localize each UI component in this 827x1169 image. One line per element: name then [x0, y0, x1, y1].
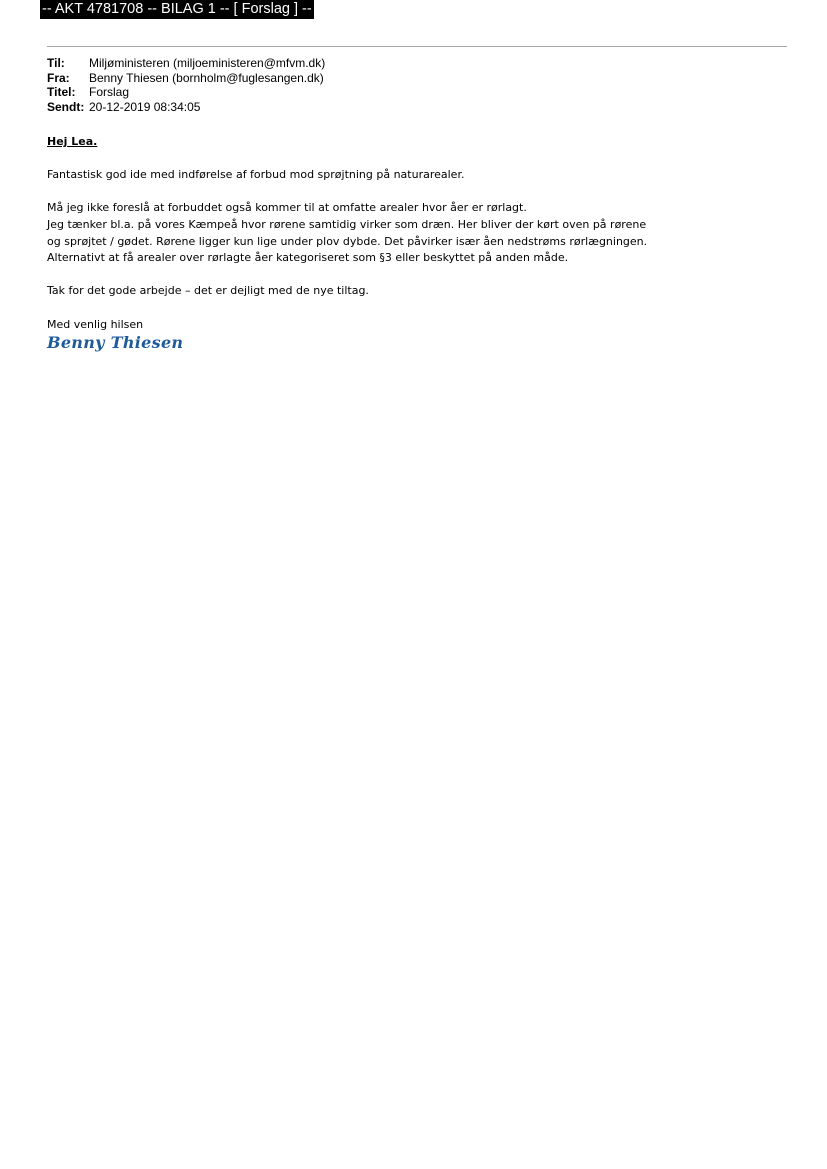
signature: Benny Thiesen — [47, 333, 184, 352]
sent-label: Sendt: — [47, 99, 85, 114]
paragraph-2 — [47, 200, 787, 266]
paragraph-2-line: Alternativt at få arealer over rørlagte åer kategoriseret som §3 eller beskyttet på anden måde. — [47, 251, 569, 265]
from-value: Benny Thiesen (bornholm@fuglesangen.dk) — [89, 70, 324, 85]
header-row-to — [47, 56, 325, 71]
header-row-sent — [47, 100, 325, 115]
paragraph-3: Tak for det gode arbejde – det er dejligt med de nye tiltag. — [47, 284, 369, 298]
to-label: Til: — [47, 56, 65, 70]
closing: Med venlig hilsen — [47, 317, 144, 331]
to-value: Miljøministeren (miljoeministeren@mfvm.dk) — [89, 56, 326, 70]
from-label: Fra: — [47, 70, 70, 85]
sent-value: 20-12-2019 08:34:05 — [89, 99, 201, 114]
header-divider — [47, 46, 787, 47]
email-header — [47, 56, 325, 114]
paragraph-1: Fantastisk god ide med indførelse af forbud mod sprøjtning på naturarealer. — [47, 168, 465, 182]
header-row-from — [47, 71, 325, 86]
title-label: Titel: — [47, 85, 76, 99]
paragraph-2-line: Må jeg ikke foreslå at forbuddet også kommer til at omfatte arealer hvor åer er rørlagt. — [47, 201, 527, 215]
greeting: Hej Lea. — [47, 135, 98, 148]
paragraph-2-line: og sprøjtet / gødet. Rørene ligger kun lige under plov dybde. Det påvirker især åen nedstrøms rørlægningen. — [47, 234, 648, 248]
header-row-title — [47, 85, 325, 100]
document-stamp: -- AKT 4781708 -- BILAG 1 -- [ Forslag ] -- — [42, 1, 312, 17]
email-body — [47, 134, 787, 333]
paragraph-2-line: Jeg tænker bl.a. på vores Kæmpeå hvor rørene samtidig virker som dræn. Her bliver der kørt oven på rørene — [47, 217, 647, 231]
title-value: Forslag — [89, 85, 130, 99]
